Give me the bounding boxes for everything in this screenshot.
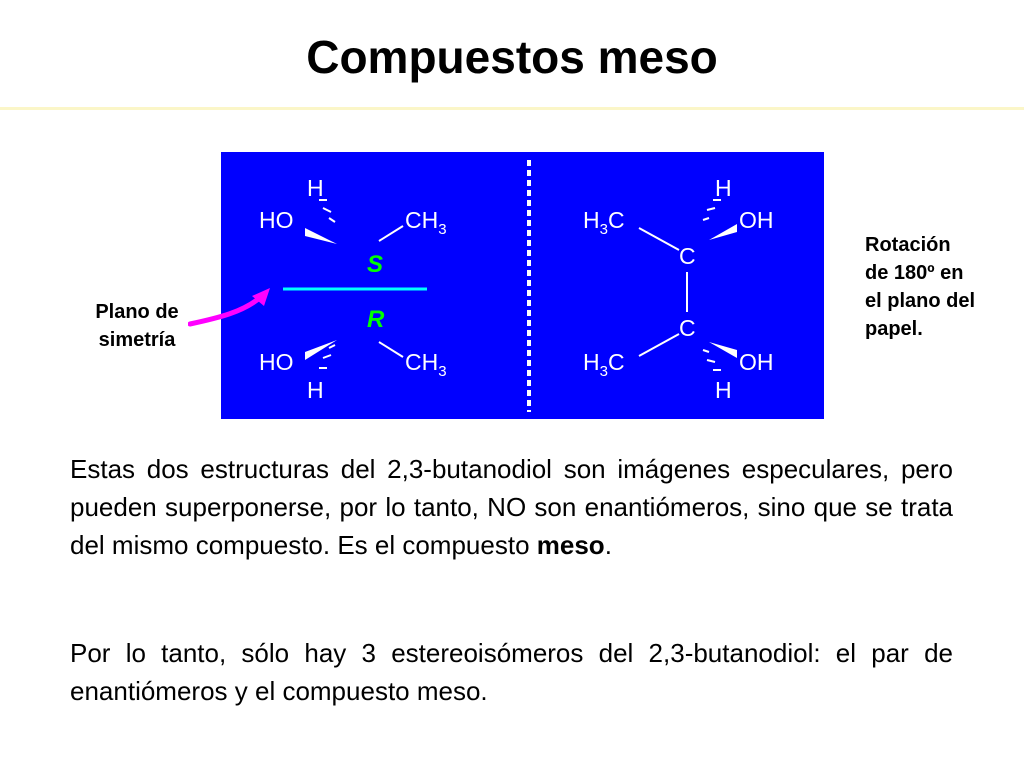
right-top-c: C	[679, 243, 696, 269]
right-top-h3c-bond	[639, 228, 679, 250]
stereo-label-s: S	[367, 251, 384, 278]
stereo-label-r: R	[367, 306, 385, 333]
left-top-ch: $CH_3$	[405, 207, 447, 238]
slide-title: Compuestos meso	[306, 31, 718, 83]
right-bottom-h-hash	[703, 350, 709, 352]
right-bottom-h: H	[715, 377, 732, 403]
left-bottom-ho: HO	[259, 349, 294, 375]
symmetry-plane-label: Plano de simetría	[95, 301, 179, 351]
left-bottom-h-hash	[329, 345, 335, 348]
right-top-h3c: $H_3C$	[583, 207, 625, 238]
rotation-label: Rotación de 180º en el plano del papel.	[865, 234, 976, 340]
left-top-h: H	[307, 175, 324, 201]
explanation-paragraph: Estas dos estructuras del 2,3-butanodiol son imágenes especulares, pero pueden superponerse, por lo tanto, NO son enantiómeros, sino que se trata del mismo compuesto. Es el compuesto meso.	[70, 454, 953, 560]
right-top-h-hash	[703, 218, 709, 220]
left-bottom-h-hash	[323, 355, 331, 358]
right-top-h: H	[715, 175, 732, 201]
left-bottom-ch3-bond	[379, 342, 403, 357]
right-bottom-h3c: $H_3C$	[583, 349, 625, 380]
right-top-oh: OH	[739, 207, 774, 233]
right-bottom-oh-wedge	[709, 342, 737, 358]
meso-emphasis: meso	[536, 530, 605, 560]
left-top-ho: HO	[259, 207, 294, 233]
left-bottom-ch: $CH_3$	[405, 349, 447, 380]
title-divider	[0, 107, 1024, 110]
right-top-h-hash	[707, 208, 715, 210]
right-bottom-h-hash	[707, 360, 715, 362]
left-bottom-ho-wedge	[305, 340, 337, 360]
molecule-diagram	[221, 152, 824, 419]
right-bottom-h3c-bond	[639, 334, 679, 356]
left-top-ch3-bond	[379, 226, 403, 241]
right-top-oh-wedge	[709, 224, 737, 240]
right-bottom-c: C	[679, 315, 696, 341]
molecule-diagram-panel	[221, 152, 824, 419]
conclusion-paragraph: Por lo tanto, sólo hay 3 estereoisómeros del 2,3-butanodiol: el par de enantiómeros y el compuesto meso.	[70, 638, 953, 706]
left-top-ho-wedge	[305, 228, 337, 244]
left-top-h-hash	[329, 218, 335, 222]
right-bottom-oh: OH	[739, 349, 774, 375]
left-bottom-h: H	[307, 377, 324, 403]
left-top-h-hash	[323, 208, 331, 212]
